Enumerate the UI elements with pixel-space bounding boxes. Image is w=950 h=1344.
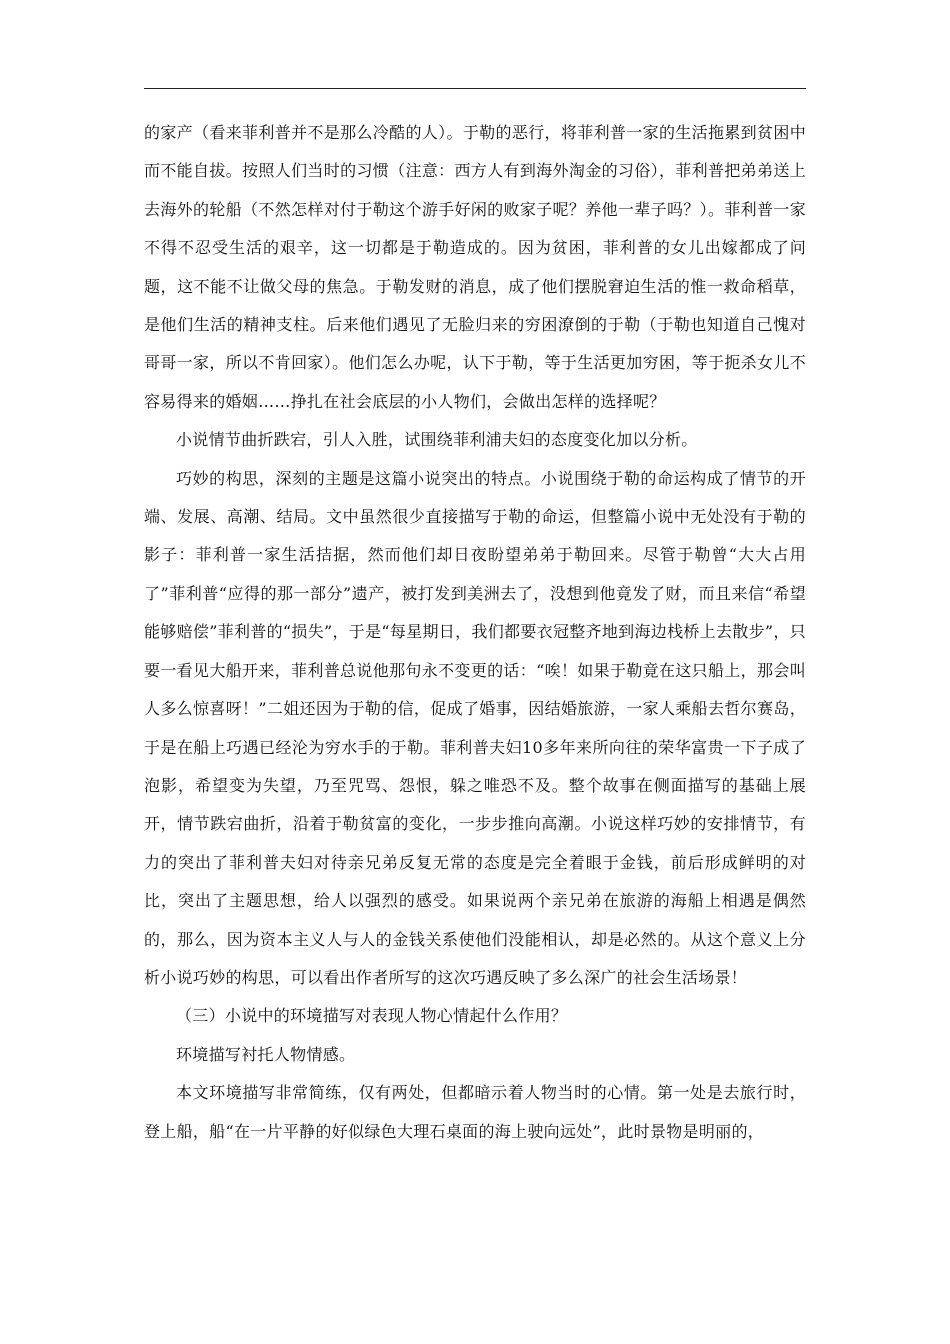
header-rule [144,88,806,89]
document-body [144,114,806,1151]
paragraph-environment-detail: 本文环境描写非常简练，仅有两处，但都暗示着人物当时的心情。第一处是去旅行时，登上船，船“在一片平静的好似绿色大理石桌面的海上驶向远处”，此时景物是明丽的， [144,1083,806,1141]
paragraph-question-plot: 小说情节曲折跌宕，引人入胜，试围绕菲利浦夫妇的态度变化加以分析。 [176,430,698,450]
section-heading-three: （三）小说中的环境描写对表现人物心情起什么作用？ [176,1006,568,1026]
paragraph-plot-analysis: 巧妙的构思，深刻的主题是这篇小说突出的特点。小说围绕于勒的命运构成了情节的开端、发展、高潮、结局。文中虽然很少直接描写于勒的命运，但整篇小说中无处没有于勒的影子：菲利普一家生活拮据，然而他们却日夜盼望弟弟于勒回来。尽管于勒曾“大大占用了”菲利普“应得的那一部分”遗产，被打发到美洲去了，没想到他竟发了财，而且来信“希望能够赔偿”菲利普的“损失”，于是“每星期日，我们都要衣冠整齐地到海边栈桥上去散步”，只要一看见大船开来，菲利普总说他那句永不变更的话：“唉！如果于勒竟在这只船上，那会叫人多么惊喜呀！”二姐还因为于勒的信，促成了婚事，因结婚旅游，一家人乘船去哲尔赛岛，于是在船上巧遇已经沦为穷水手的于勒。菲利普夫妇10多年来所向往的荣华富贵一下子成了泡影，希望变为失望，乃至咒骂、怨恨，躲之唯恐不及。整个故事在侧面描写的基础上展开，情节跌宕曲折，沿着于勒贫富的变化，一步步推向高潮。小说这样巧妙的安排情节，有力的突出了菲利普夫妇对待亲兄弟反复无常的态度是完全着眼于金钱，前后形成鲜明的对比，突出了主题思想，给人以强烈的感受。如果说两个亲兄弟在旅游的海船上相遇是偶然的，那么，因为资本主义人与人的金钱关系使他们没能相认，却是必然的。从这个意义上分析小说巧妙的构思，可以看出作者所写的这次巧遇反映了多么深广的社会生活场景！ [144,468,806,987]
paragraph-environment-summary: 环境描写衬托人物情感。 [176,1044,356,1064]
paragraph-continuation: 的家产（看来菲利普并不是那么冷酷的人）。于勒的恶行，将菲利普一家的生活拖累到贫困中而不能自拔。按照人们当时的习惯（注意：西方人有到海外淘金的习俗），菲利普把弟弟送上去海外的轮船（不然怎样对付于勒这个游手好闲的败家子呢？养他一辈子吗？）。菲利普一家不得不忍受生活的艰辛，这一切都是于勒造成的。因为贫困，菲利普的女儿出嫁都成了问题，这不能不让做父母的焦急。于勒发财的消息，成了他们摆脱窘迫生活的惟一救命稻草，是他们生活的精神支柱。后来他们遇见了无脸归来的穷困潦倒的于勒（于勒也知道自己愧对哥哥一家，所以不肯回家）。他们怎么办呢，认下于勒，等于生活更加穷困，等于扼杀女儿不容易得来的婚姻……挣扎在社会底层的小人物们，会做出怎样的选择呢？ [144,123,806,411]
